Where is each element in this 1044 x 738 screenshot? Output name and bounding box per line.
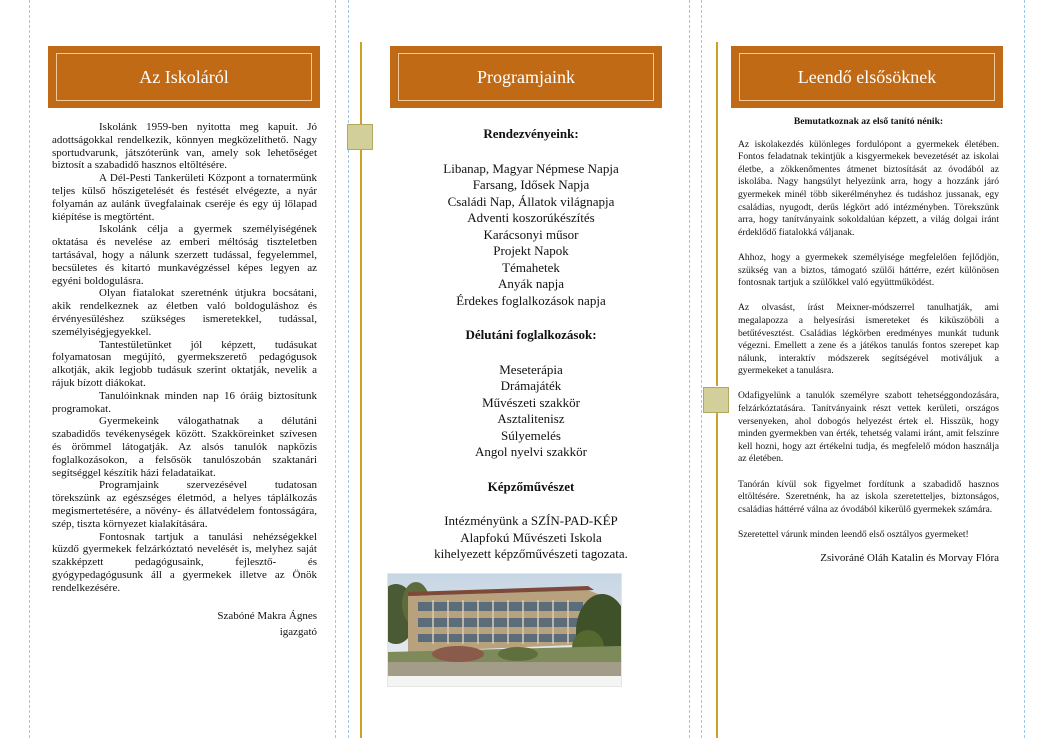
signature-role: igazgató — [279, 626, 317, 639]
panel2-body — [420, 126, 642, 563]
decor-gold-line — [360, 150, 362, 738]
decor-gold-line — [716, 412, 718, 738]
panel2-title: Programjaink — [398, 53, 654, 101]
paragraph: Tanórán kívül sok figyelmet fordítunk a szabadidő hasznos eltöltésére. Szeretnénk, ha az iskola szeretetteljes, biztonságos, családias háttérré válna az óvodából kikerülő gyermekek számára. — [738, 478, 999, 515]
panel1-header — [48, 46, 320, 108]
list-item: Farsang, Idősek Napja — [472, 177, 590, 192]
art-heading: Képzőművészet — [487, 478, 575, 494]
list-item: Anyák napja — [497, 276, 565, 291]
list-item: Művészeti szakkör — [482, 394, 580, 410]
paragraph: Gyermekeink válogathatnak a délutáni szabadidős tevékenységek között. Szakköreinket szívesen és örömmel látogatják. Az alsós tanulók napközis foglalkozásokon, a felsősök tanulószobán szaktanári segítséggel készítik házi feladataikat. — [52, 415, 317, 479]
panel-guide-line — [348, 0, 349, 738]
list-item: Libanap, Magyar Népmese Napja — [443, 160, 619, 176]
list-item: Érdekes foglalkozások napja — [456, 292, 606, 308]
paragraph: Az olvasást, írást Meixner-módszerrel tanulhatják, ami megalapozza a helyesírási ismereteket és kiküszöböli a betűtévesztést. Családias légkörben eredményes munkát tudunk végezni. Emellett a zene és a játékos tanulás fontos szerepet kap nálunk, interaktív módszerek segítségével motiváljuk a gyermekeket a tanulásra. — [738, 302, 999, 377]
paragraph: Ahhoz, hogy a gyermekek személyisége megfelelően fejlődjön, szükség van a biztos, támogató szülői háttérre, ezért különösen fontosnak tartjuk a szülőkkel való együttműködést. — [738, 251, 999, 289]
panel2-header — [390, 46, 662, 108]
list-item: Karácsonyi műsor — [483, 226, 579, 242]
paragraph: Tanulóinknak minden nap 16 óráig biztosítunk programokat. — [52, 389, 317, 415]
list-item: Asztalitenisz — [497, 411, 565, 426]
panel-guide-line — [1024, 0, 1025, 738]
panel-guide-line — [701, 0, 702, 738]
paragraph: Iskolánk 1959-ben nyitotta meg kapuit. Jó adottságokkal rendelkezik, könnyen megközelíthető. Nagy sportudvarunk, játszóterünk van, amely sok lehetőséget biztosít a szabadidő hasznos eltöltésére. — [52, 121, 317, 172]
events-heading: Rendezvényeink: — [483, 126, 579, 141]
panel3-header — [731, 46, 1003, 108]
panel1-title: Az Iskoláról — [56, 53, 312, 101]
list-item: Adventi koszorúkészítés — [467, 210, 595, 225]
list-item: Témahetek — [502, 259, 560, 275]
text-line: Intézményünk a SZÍN-PAD-KÉP — [444, 513, 618, 528]
signature-name: Szabóné Makra Ágnes — [217, 610, 317, 623]
decor-square — [347, 124, 373, 150]
paragraph: Az iskolakezdés különleges fordulópont a gyermekek életében. Fontos feladatnak tekintjük a kisgyermekek bevezetését az iskolai életbe, a zökkenőmentes átmenet biztosítását az óvodából az iskolába. Nagy hangsúlyt helyezünk arra, hogy a hozzánk járó gyermekek minél több sikerélményhez és tudáshoz jussanak, egy családias, nyugodt, derűs légkört adó intézményben. Törekszünk arra, hogy tanítványaink sokoldalúan képzett, a világ dolgai iránt érdeklődő fiatalokká váljanak. — [738, 138, 999, 238]
afternoon-heading: Délutáni foglalkozások: — [465, 327, 597, 342]
panel3-title: Leendő elsősöknek — [739, 53, 995, 101]
text-line: kihelyezett képzőművészeti tagozata. — [434, 546, 628, 561]
paragraph: A Dél-Pesti Tankerületi Központ a tornatermünk teljes külső hőszigetelését és festését elvégezte, a nyár folyamán az aulánk üvegfalainak cseréje és egy új lőlapad kiépítése is megtörtént. — [52, 172, 317, 223]
art-text — [420, 513, 642, 563]
paragraph: Olyan fiatalokat szeretnénk útjukra bocsátani, akik rendelkeznek az életben való boldoguláshoz és érvényesüléshez szükséges ismeretekkel, tudással, személyiségjegyekkel. — [52, 287, 317, 338]
panel3-body — [738, 116, 999, 577]
list-item: Súlyemelés — [501, 427, 561, 443]
list-item: Meseterápia — [499, 361, 563, 377]
paragraph: Iskolánk célja a gyermek személyiségének oktatása és nevelése az emberi méltóság tiszteletben tartásával, hogy a nálunk szerzett tudással, fegyelemmel, becsületes és kitartó munkavégzéssel képes legyen az egyéni boldogulásra. — [52, 223, 317, 287]
paragraph: Odafigyelünk a tanulók személyre szabott tehetséggondozására, felzárkóztatására. Tanítványaink részt vettek kerületi, országos versenyeken, ahol dobogós helyezést értek el. Hisszük, hogy minden gyermekben van érték, tehetség valami iránt, amit felszínre kell hozni, hogy azt értékelni tudja, és megfelelő módon használja az életében. — [738, 390, 999, 465]
paragraph: Szeretettel várunk minden leendő első osztályos gyermeket! — [738, 529, 969, 540]
text-line: Alapfokú Művészeti Iskola — [460, 529, 602, 545]
decor-square — [703, 387, 729, 413]
teachers-intro: Bemutatkoznak az első tanító nénik: — [793, 116, 944, 127]
list-item: Projekt Napok — [493, 243, 569, 258]
panel1-body — [52, 121, 317, 640]
afternoon-list — [420, 362, 642, 461]
list-item: Drámajáték — [500, 378, 562, 393]
list-item: Angol nyelvi szakkör — [475, 444, 587, 459]
school-building-photo — [387, 573, 622, 687]
panel-guide-line — [29, 0, 30, 738]
paragraph: Tantestületünket jól képzett, tudásukat folyamatosan megújító, gyermekszerető pedagógusok alkotják, akik legjobb tudásuk szerint oktatják, nevelik a rájuk bízott diákokat. — [52, 338, 317, 389]
decor-gold-line — [360, 42, 362, 126]
list-item: Családi Nap, Állatok világnapja — [447, 193, 615, 209]
panel-guide-line — [335, 0, 336, 738]
principal-signature — [52, 608, 317, 640]
panel-guide-line — [689, 0, 690, 738]
paragraph: Fontosnak tartjuk a tanulási nehézségekkel küzdő gyermekek felzárkóztató nevelését is, melyhez saját szakképzett pedagógusaink, fejlesztő- és gyógypedagógusunk áll a gyermekek illetve az Önök rendelkezésére. — [52, 530, 317, 594]
paragraph: Programjaink szervezésével tudatosan törekszünk az egészséges életmód, a helyes táplálkozás megismertetésére, a növény- és állatvédelem fontosságára, szép, tiszta környezet kialakítására. — [52, 479, 317, 530]
events-list — [420, 161, 642, 310]
decor-gold-line — [716, 42, 718, 386]
teachers-signature: Zsivoráné Oláh Katalin és Morvay Flóra — [820, 552, 999, 565]
